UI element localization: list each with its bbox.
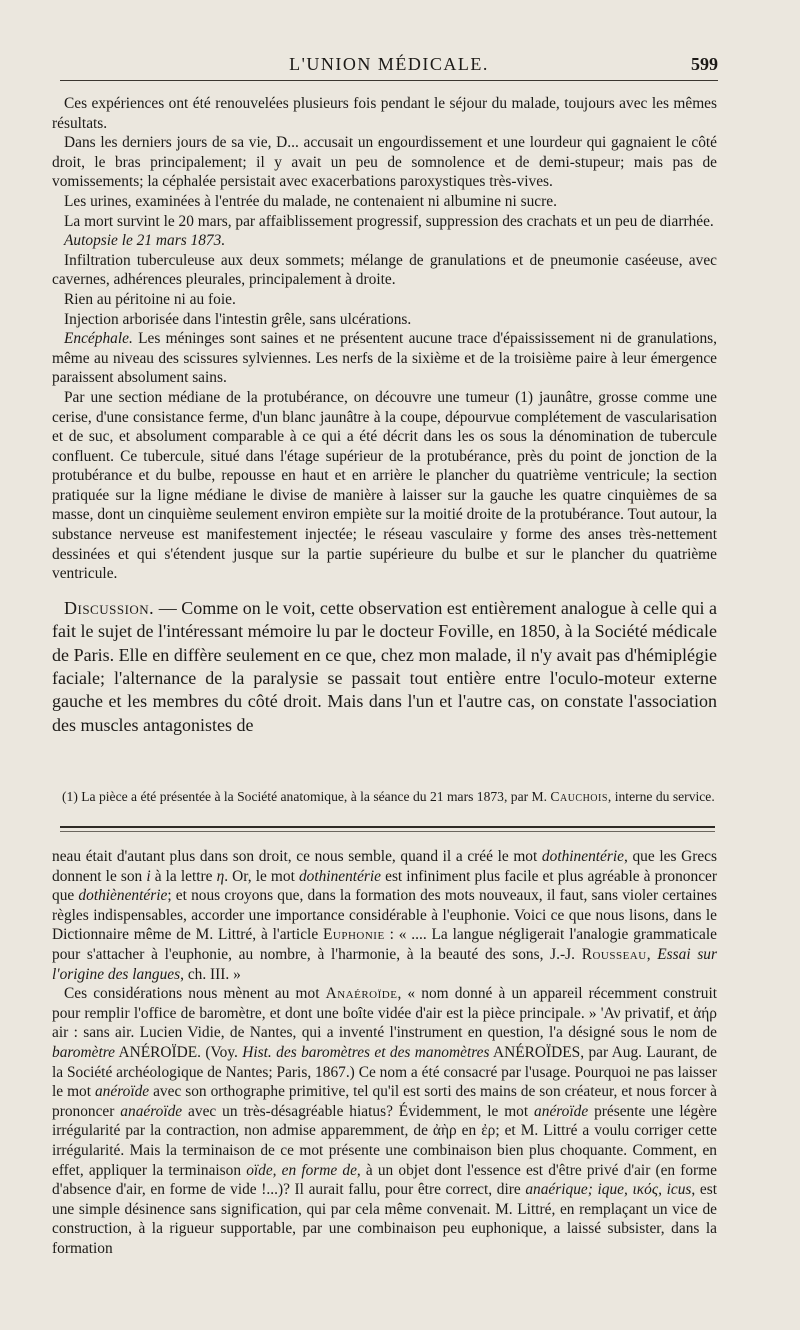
paragraph: Ces considérations nous mènent au mot Anaéroïde, « nom donné à un appareil récemment construit pour remplir l'office de baromètre, et dont une boîte vidée d'air est la pièce principale. » 'Αν privatif, et ἀήρ air : sans air. Lucien Vidie, de Nantes, qui a inventé l'instrument en question, l'a désigné sous le nom de baromètre ANÉROÏDE. (Voy. Hist. des baromètres et des manomètres ANÉROÏDES, par Aug. Laurant, de la Société archéologique de Nantes; Paris, 1867.) Ce nom a été consacré par l'usage. Pourquoi ne pas laisser le mot anéroïde avec son orthographe primitive, tel qu'il est sorti des mains de son créateur, et nous forcer à prononcer anaéroïde avec un très-désagréable hiatus? Évidemment, le mot anéroïde présente une légère irrégularité par la contraction, non admise apparemment, de ἀὴρ en ἐρ; et M. Littré a voulu corriger cette irrégularité. Mais la terminaison de ce mot présente une combinaison bien plus choquante. Comment, en effet, appliquer la terminaison oïde, en forme de, à un objet dont l'essence est d'être privé d'air (en forme d'absence d'air, en forme de vide !...)? Il aurait fallu, pour être correct, dire anaérique; ique, ικός, icus, est une simple désinence sans signification, qui par cela même convenait. M. Littré, en remplaçant un vice de construction, à la rigueur supportable, par une combinaison peu euphonique, a laissé subsister, dans la formation bbox=[52, 985, 717, 1257]
footnote-text: , interne du service. bbox=[607, 789, 715, 804]
paragraph: Infiltration tuberculeuse aux deux sommets; mélange de granulations et de pneumonie caséeuse, avec cavernes, adhérences pleurales, principalement à droite. bbox=[52, 251, 717, 289]
paragraph: La mort survint le 20 mars, par affaiblissement progressif, suppression des crachats et un peu de diarrhée. bbox=[64, 212, 714, 230]
paragraph: Ces expériences ont été renouvelées plusieurs fois pendant le séjour du malade, toujours avec les mêmes résultats. bbox=[52, 95, 717, 132]
footnote-name: Cauchois bbox=[550, 789, 608, 804]
upper-text-column bbox=[52, 94, 717, 737]
paragraph: Dans les derniers jours de sa vie, D... accusait un engourdissement et une lourdeur qui gagnaient le côté droit, le bras principalement; il y avait un peu de somnolence et de demi-stupeur; mais pas de vomissements; la céphalée persistait avec exacerbations paroxystiques très-vives. bbox=[52, 134, 717, 191]
paragraph-text: — Comme on le voit, cette observation est entièrement analogue à celle qui a fait le sujet de l'intéressant mémoire lu par le docteur Foville, en 1850, à la Société médicale de Paris. Elle en diffère seulement en ce que, chez mon malade, il n'y avait pas d'hémiplégie faciale; l'alternance de la paralysie se passait tout entière entre l'oculo-moteur externe gauche et les membres du côté droit. Mais dans l'un et l'autre cas, on constate l'association des muscles antagonistes de bbox=[52, 597, 718, 735]
label-discussion: Discussion. bbox=[64, 597, 155, 618]
paragraph: Par une section médiane de la protubérance, on découvre une tumeur (1) jaunâtre, grosse comme une cerise, d'une consistance ferme, d'un blanc jaunâtre à la coupe, dépourvue complétement de vascularisation et de suc, et absolument comparable à ce qui a été décrit dans les os sous la dénomination de tubercule confluent. Ce tubercule, situé dans l'étage supérieur de la protubérance, près du point de jonction de la protubérance et du bulbe, repousse en haut et en arrière le plancher du quatrième ventricule; la section pratiquée sur la ligne médiane le divise de manière à laisser sur la gauche les quatre cinquièmes de sa masse, dont un cinquième seulement environ empiète sur la moitié droite de la protubérance. Tout autour, la substance nerveuse est manifestement injectée; le réseau vasculaire y forme des anses très-nettement dessinées et qui s'étendent jusque sur la partie supérieure du bulbe et sur le plancher du quatrième ventricule. bbox=[52, 388, 717, 583]
footnote-text: (1) La pièce a été présentée à la Société anatomique, à la séance du 21 mars 1873, par M. bbox=[62, 789, 551, 804]
paragraph: Les urines, examinées à l'entrée du malade, ne contenaient ni albumine ni sucre. bbox=[64, 192, 557, 210]
paragraph: Rien au péritoine ni au foie. bbox=[64, 290, 236, 308]
discussion-paragraph bbox=[52, 597, 717, 737]
journal-title: L'UNION MÉDICALE. bbox=[289, 54, 489, 74]
lower-text-column bbox=[52, 847, 717, 1258]
running-header bbox=[60, 50, 718, 81]
paragraph bbox=[52, 329, 717, 388]
separator-rule bbox=[60, 831, 715, 832]
paragraph: Injection arborisée dans l'intestin grêle, sans ulcérations. bbox=[64, 310, 412, 328]
paragraph-text: Les méninges sont saines et ne présentent aucune trace d'épaississement ni de granulations, même au niveau des scissures sylviennes. Les nerfs de la sixième et de la troisième paire à leur émergence paraissent absolument sains. bbox=[52, 330, 717, 387]
paragraph: neau était d'autant plus dans son droit, ce nous semble, quand il a créé le mot dothinentérie, que les Grecs donnent le son i à la lettre η. Or, le mot dothinentérie est infiniment plus facile et plus agréable à prononcer que dothiènentérie; et nous croyons que, dans la formation des mots nouveaux, il faut, sans violer certaines règles indispensables, accorder une importance considérable à l'euphonie. Voici ce que nous lisons, dans le Dictionnaire même de M. Littré, à l'article Euphonie : « .... La langue négligerait l'analogie grammaticale pour s'attacher à l'euphonie, au nombre, à l'harmonie, à la beauté des sons, J.-J. Rousseau, Essai sur l'origine des langues, ch. III. » bbox=[52, 848, 717, 983]
page-number: 599 bbox=[691, 54, 718, 74]
section-heading-autopsie: Autopsie le 21 mars 1873. bbox=[64, 232, 226, 250]
footnote bbox=[58, 788, 718, 805]
paragraph bbox=[52, 231, 717, 251]
label-encephale: Encéphale. bbox=[64, 330, 133, 348]
separator-rule bbox=[60, 826, 715, 828]
